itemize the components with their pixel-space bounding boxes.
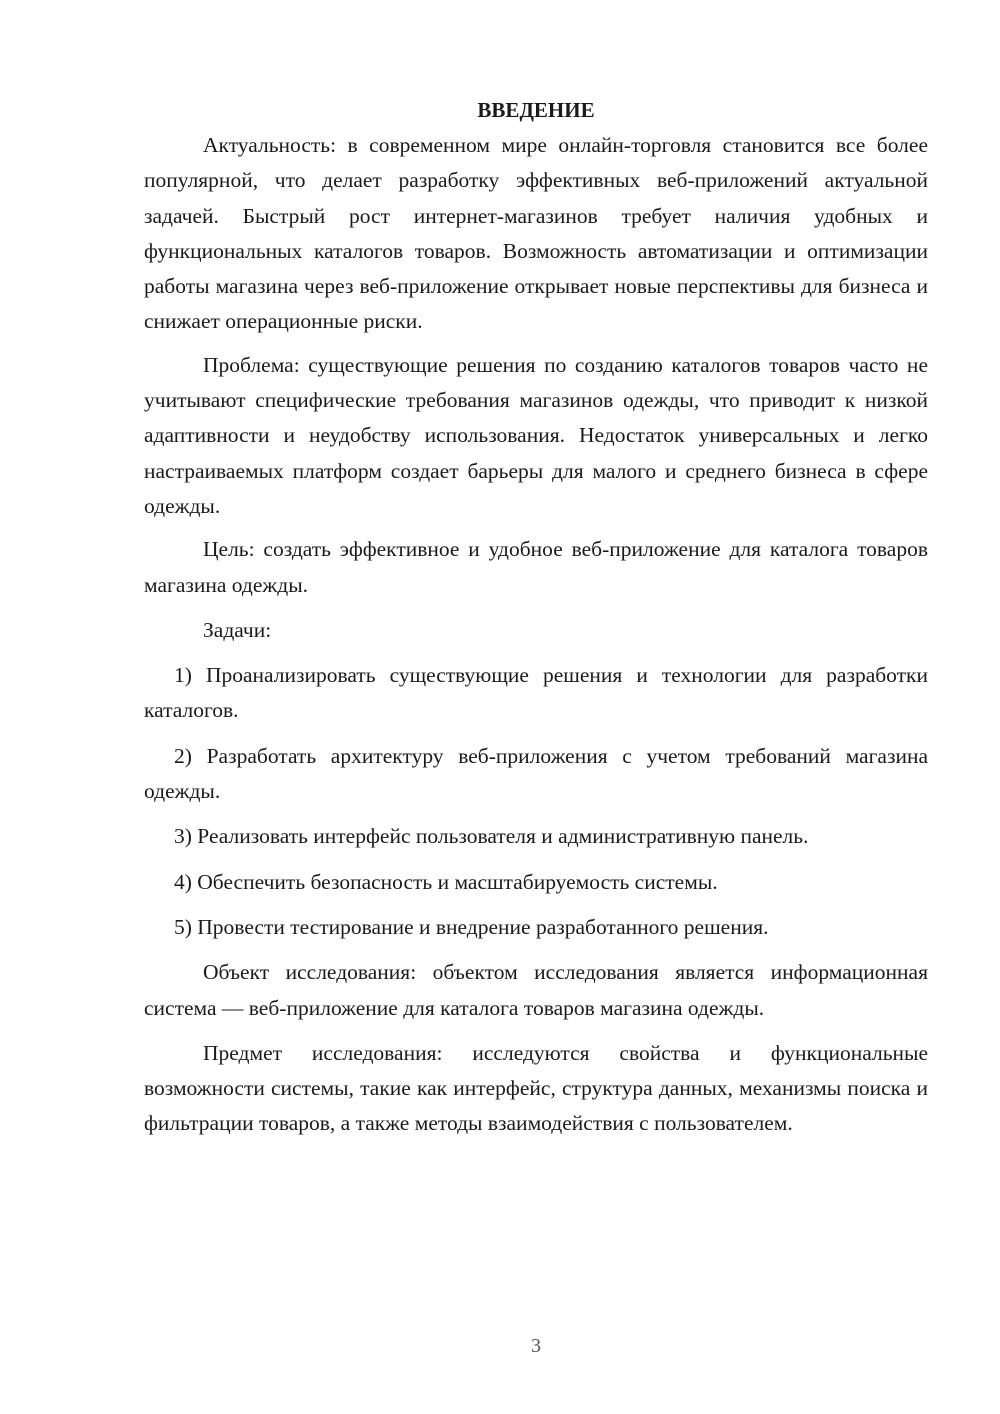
task-item-3: 3) Реализовать интерфейс пользователя и административную панель. — [174, 824, 809, 849]
task-item-2: 2) Разработать архитектуру веб-приложения с учетом требований магазина одежды. — [144, 743, 928, 804]
paragraph-subject: Предмет исследования: исследуются свойства и функциональные возможности системы, такие как интерфейс, структура данных, механизмы поиска и фильтрации товаров, а также методы взаимодействия с пользователем. — [144, 1040, 928, 1136]
paragraph-problem: Проблема: существующие решения по созданию каталогов товаров часто не учитывают специфические требования магазинов одежды, что приводит к низкой адаптивности и неудобству использования. Недостаток универсальных и легко настраиваемых платформ создает барьеры для малого и среднего бизнеса в сфере одежды. — [144, 352, 928, 518]
paragraph-object: Объект исследования: объектом исследования является информационная система — веб-приложение для каталога товаров магазина одежды. — [144, 960, 928, 1020]
paragraph-relevance: Актуальность: в современном мире онлайн-торговля становится все более популярной, что делает разработку эффективных веб-приложений актуальной задачей. Быстрый рост интернет-магазинов требует наличия удобных и функциональных каталогов товаров. Возможность автоматизации и оптимизации работы магазина через веб-приложение открывает новые перспективы для бизнеса и снижает операционные риски. — [144, 133, 928, 334]
task-item-5: 5) Провести тестирование и внедрение разработанного решения. — [174, 914, 769, 939]
paragraph-goal: Цель: создать эффективное и удобное веб-приложение для каталога товаров магазина одежды. — [144, 537, 928, 597]
page-title: ВВЕДЕНИЕ — [477, 98, 595, 122]
tasks-label: Задачи: — [203, 617, 272, 642]
task-item-1: 1) Проанализировать существующие решения и технологии для разработки каталогов. — [144, 663, 928, 723]
page-content — [144, 92, 928, 1142]
page-number: 3 — [531, 1335, 541, 1357]
task-item-4: 4) Обеспечить безопасность и масштабируемость системы. — [174, 869, 718, 894]
